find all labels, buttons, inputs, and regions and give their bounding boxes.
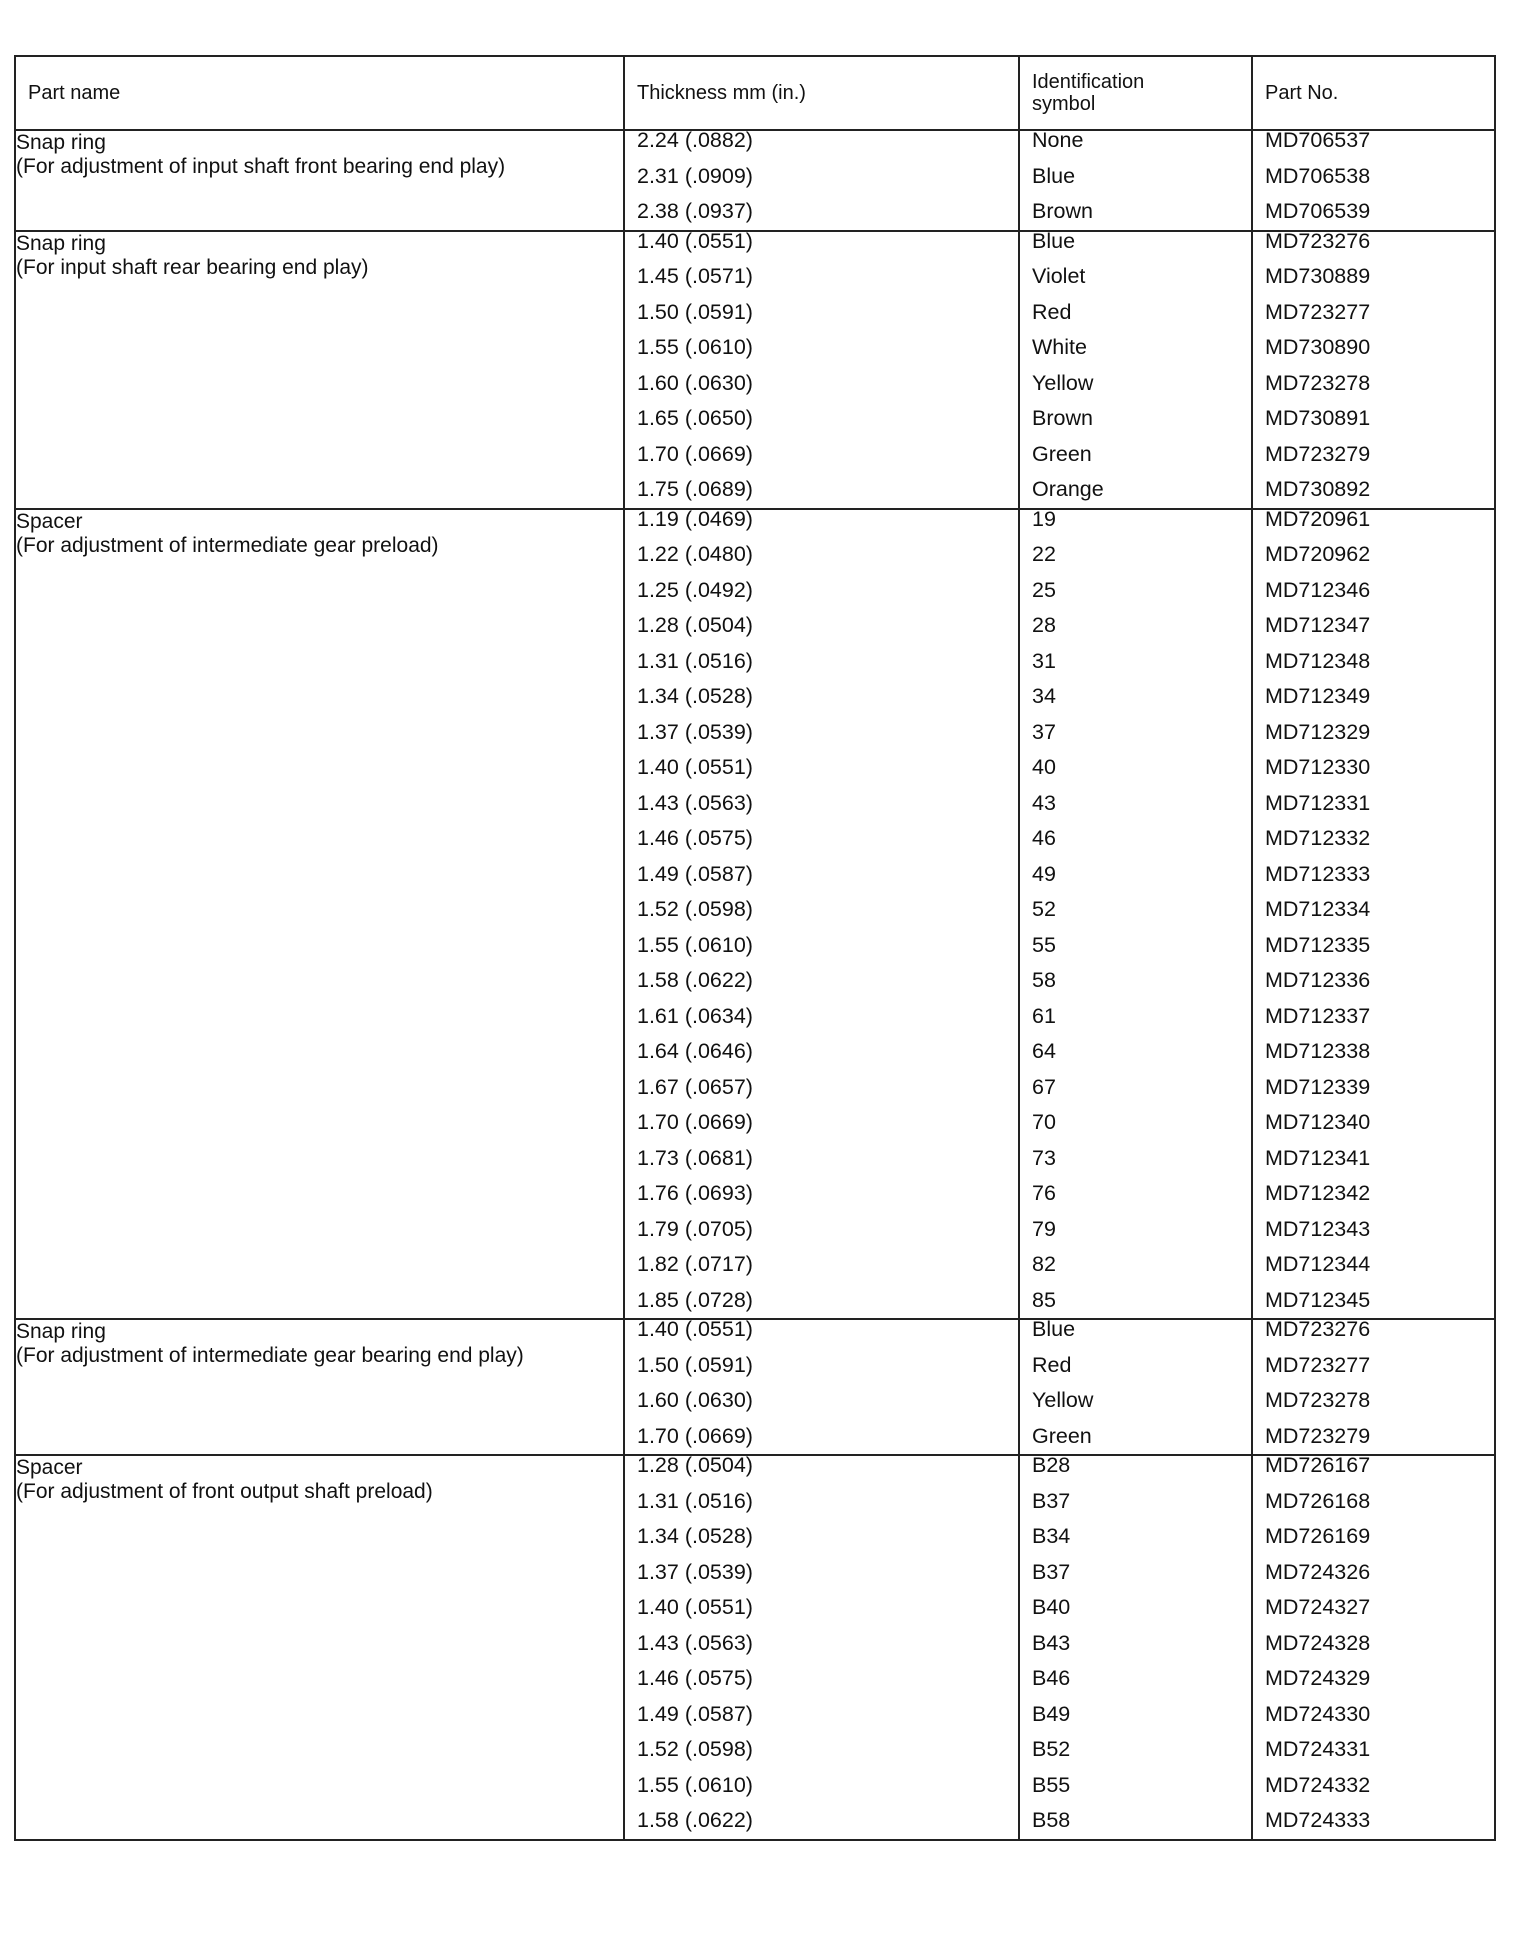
thickness-value: 1.79 (.0705) [637,1216,753,1241]
thickness-value: 1.22 (.0480) [637,542,753,566]
thickness-value: 1.40 (.0551) [637,228,753,253]
part-number: MD723276 [1265,1317,1371,1341]
identification-symbol: 73 [1032,1145,1056,1170]
part-number: MD712331 [1265,790,1371,815]
identification-symbol: Yellow [1032,1388,1094,1412]
thickness-value: 1.75 (.0689) [637,477,753,501]
identification-symbol: 28 [1032,613,1056,637]
part-number: MD712340 [1265,1110,1371,1134]
thickness-value: 1.70 (.0669) [637,1110,753,1134]
identification-symbol: Orange [1032,477,1104,501]
identification-symbol: B34 [1032,1524,1071,1548]
part-number: MD712349 [1265,684,1371,708]
part-number: MD712338 [1265,1039,1371,1063]
part-number: MD712335 [1265,932,1371,957]
identification-symbol: Blue [1032,163,1076,188]
part-purpose: (For adjustment of intermediate gear bearing end play) [16,1344,524,1367]
identification-symbol: B46 [1032,1666,1071,1690]
thickness-value: 1.60 (.0630) [637,370,753,395]
thickness-value: 1.50 (.0591) [637,1352,753,1377]
part-number: MD712346 [1265,577,1371,602]
thickness-value: 1.49 (.0587) [637,1701,753,1726]
part-number: MD712333 [1265,861,1371,886]
part-number: MD724333 [1265,1808,1371,1832]
part-number: MD720962 [1265,542,1371,566]
thickness-value: 1.85 (.0728) [637,1287,753,1312]
identification-symbol: Green [1032,441,1092,466]
identification-symbol: Brown [1032,406,1093,430]
identification-symbol: 79 [1032,1216,1056,1241]
identification-symbol: 31 [1032,648,1056,673]
identification-symbol: Green [1032,1423,1092,1448]
part-number: MD724327 [1265,1595,1371,1619]
thickness-value: 1.31 (.0516) [637,648,753,673]
part-number: MD730892 [1265,477,1371,501]
part-name-cell [15,1455,624,1840]
part-number: MD712336 [1265,968,1371,992]
identification-symbol: Red [1032,299,1072,324]
identification-symbol: B58 [1032,1808,1071,1832]
part-number-cell [1252,1455,1495,1840]
thickness-value: 1.64 (.0646) [637,1039,753,1063]
identification-symbol: B37 [1032,1488,1071,1513]
part-number: MD712342 [1265,1181,1371,1205]
identification-symbol: 43 [1032,790,1056,815]
identification-symbol: None [1032,128,1084,152]
part-number: MD723278 [1265,370,1371,395]
identification-symbol: B49 [1032,1701,1071,1726]
identification-symbol: B37 [1032,1559,1071,1584]
part-number: MD720961 [1265,506,1371,531]
header-identification-line-2: symbol [1032,93,1096,115]
part-number: MD724331 [1265,1737,1371,1761]
part-number: MD726167 [1265,1453,1371,1477]
thickness-cell [624,1319,1019,1455]
identification-symbol: B28 [1032,1453,1071,1477]
thickness-cell [624,506,1019,1320]
identification-symbol: Blue [1032,1317,1076,1341]
thickness-value: 1.60 (.0630) [637,1388,753,1412]
identification-symbol: 85 [1032,1287,1056,1312]
header-part-name: Part name [15,56,624,130]
part-number: MD724330 [1265,1701,1371,1726]
identification-symbol: Brown [1032,199,1093,223]
thickness-value: 1.67 (.0657) [637,1074,753,1099]
thickness-cell [624,130,1019,231]
part-group-row [15,1319,1495,1455]
part-name-cell [15,231,624,509]
part-number: MD712345 [1265,1287,1371,1312]
thickness-value: 1.52 (.0598) [637,1737,753,1761]
part-number-cell [1252,130,1495,231]
thickness-value: 1.46 (.0575) [637,826,753,850]
identification-symbol: 46 [1032,826,1056,850]
part-name: Snap ring [16,1320,106,1343]
identification-symbol-cell [1019,1455,1252,1840]
part-purpose: (For adjustment of front output shaft preload) [16,1480,433,1503]
part-group-row [15,1455,1495,1840]
part-number: MD723276 [1265,228,1371,253]
thickness-value: 1.37 (.0539) [637,719,753,744]
thickness-value: 1.43 (.0563) [637,790,753,815]
part-number: MD712330 [1265,755,1371,779]
part-purpose: (For adjustment of intermediate gear preload) [16,533,439,557]
thickness-value: 1.49 (.0587) [637,861,753,886]
part-group-row [15,509,1495,1320]
part-number: MD723279 [1265,1423,1371,1448]
part-number: MD730890 [1265,335,1371,359]
thickness-value: 1.40 (.0551) [637,1317,753,1341]
identification-symbol: Blue [1032,228,1076,253]
part-name-cell [15,130,624,231]
identification-symbol: 34 [1032,684,1056,708]
part-number: MD730891 [1265,406,1371,430]
identification-symbol: B40 [1032,1595,1071,1619]
identification-symbol: 61 [1032,1003,1056,1028]
identification-symbol: 55 [1032,932,1056,957]
thickness-value: 1.58 (.0622) [637,968,753,992]
part-number: MD712348 [1265,648,1371,673]
part-name: Spacer [16,509,83,533]
part-number: MD726168 [1265,1488,1371,1513]
identification-symbol-cell [1019,1319,1252,1455]
header-identification-symbol [1019,56,1252,130]
document-page [14,55,1494,1841]
thickness-value: 1.82 (.0717) [637,1252,753,1276]
header-row [15,56,1495,130]
part-number: MD706538 [1265,163,1371,188]
identification-symbol: 67 [1032,1074,1056,1099]
part-number: MD726169 [1265,1524,1371,1548]
part-number: MD712343 [1265,1216,1371,1241]
identification-symbol: Red [1032,1352,1072,1377]
identification-symbol-cell [1019,506,1252,1320]
identification-symbol: White [1032,335,1087,359]
thickness-value: 1.73 (.0681) [637,1145,753,1170]
thickness-value: 1.52 (.0598) [637,897,753,921]
identification-symbol: Violet [1032,264,1086,288]
thickness-cell [624,1455,1019,1840]
identification-symbol-cell [1019,228,1252,509]
part-number: MD712329 [1265,719,1371,744]
part-group-row [15,231,1495,509]
identification-symbol: B43 [1032,1630,1071,1655]
identification-symbol: 40 [1032,755,1056,779]
part-number: MD723277 [1265,1352,1371,1377]
thickness-value: 1.58 (.0622) [637,1808,753,1832]
identification-symbol: 64 [1032,1039,1056,1063]
thickness-value: 2.31 (.0909) [637,163,753,188]
thickness-value: 1.25 (.0492) [637,577,753,602]
part-purpose: (For adjustment of input shaft front bearing end play) [16,155,506,178]
thickness-value: 1.37 (.0539) [637,1559,753,1584]
part-name: Spacer [16,1456,83,1479]
identification-symbol: 70 [1032,1110,1056,1134]
thickness-value: 1.76 (.0693) [637,1181,753,1205]
part-number: MD723278 [1265,1388,1371,1412]
part-number: MD712341 [1265,1145,1371,1170]
header-identification-line-1: Identification [1032,71,1145,93]
identification-symbol: B52 [1032,1737,1071,1761]
part-name: Snap ring [16,231,106,255]
thickness-value: 1.31 (.0516) [637,1488,753,1513]
thickness-value: 1.19 (.0469) [637,506,753,531]
part-purpose: (For input shaft rear bearing end play) [16,255,369,279]
thickness-value: 1.46 (.0575) [637,1666,753,1690]
header-thickness: Thickness mm (in.) [624,56,1019,130]
part-number: MD724332 [1265,1772,1371,1797]
identification-symbol: 49 [1032,861,1056,886]
thickness-value: 1.28 (.0504) [637,1453,753,1477]
part-number: MD724329 [1265,1666,1371,1690]
identification-symbol: 37 [1032,719,1056,744]
thickness-value: 1.55 (.0610) [637,1772,753,1797]
part-name: Snap ring [16,131,106,154]
part-number: MD723279 [1265,441,1371,466]
thickness-value: 2.24 (.0882) [637,128,753,152]
part-number: MD730889 [1265,264,1371,288]
identification-symbol: 82 [1032,1252,1056,1276]
part-number: MD724328 [1265,1630,1371,1655]
part-name-cell [15,509,624,1320]
identification-symbol: 76 [1032,1181,1056,1205]
thickness-value: 1.43 (.0563) [637,1630,753,1655]
identification-symbol: 58 [1032,968,1056,992]
part-number: MD712337 [1265,1003,1371,1028]
identification-symbol: 22 [1032,542,1056,566]
part-number: MD706537 [1265,128,1371,152]
thickness-value: 1.34 (.0528) [637,1524,753,1548]
part-number: MD723277 [1265,299,1371,324]
thickness-value: 1.61 (.0634) [637,1003,753,1028]
part-group-row [15,130,1495,231]
identification-symbol: B55 [1032,1772,1071,1797]
thickness-value: 1.28 (.0504) [637,613,753,637]
thickness-value: 1.70 (.0669) [637,441,753,466]
thickness-value: 1.45 (.0571) [637,264,753,288]
part-number: MD712332 [1265,826,1371,850]
part-number-cell [1252,228,1495,509]
thickness-value: 1.65 (.0650) [637,406,753,430]
parts-table [14,55,1496,1841]
identification-symbol: Yellow [1032,370,1094,395]
part-number: MD724326 [1265,1559,1371,1584]
thickness-value: 2.38 (.0937) [637,199,753,223]
thickness-value: 1.55 (.0610) [637,932,753,957]
parts-table-body [15,130,1495,1840]
thickness-value: 1.55 (.0610) [637,335,753,359]
part-name-cell [15,1319,624,1455]
thickness-value: 1.40 (.0551) [637,755,753,779]
identification-symbol-cell [1019,130,1252,231]
identification-symbol: 52 [1032,897,1056,921]
part-number: MD706539 [1265,199,1371,223]
identification-symbol: 19 [1032,506,1056,531]
thickness-value: 1.50 (.0591) [637,299,753,324]
part-number: MD712344 [1265,1252,1371,1276]
header-part-no: Part No. [1252,56,1495,130]
thickness-value: 1.34 (.0528) [637,684,753,708]
part-number-cell [1252,506,1495,1320]
part-number-cell [1252,1319,1495,1455]
part-number: MD712334 [1265,897,1371,921]
thickness-cell [624,228,1019,509]
part-number: MD712339 [1265,1074,1371,1099]
part-number: MD712347 [1265,613,1371,637]
identification-symbol: 25 [1032,577,1056,602]
thickness-value: 1.40 (.0551) [637,1595,753,1619]
thickness-value: 1.70 (.0669) [637,1423,753,1448]
